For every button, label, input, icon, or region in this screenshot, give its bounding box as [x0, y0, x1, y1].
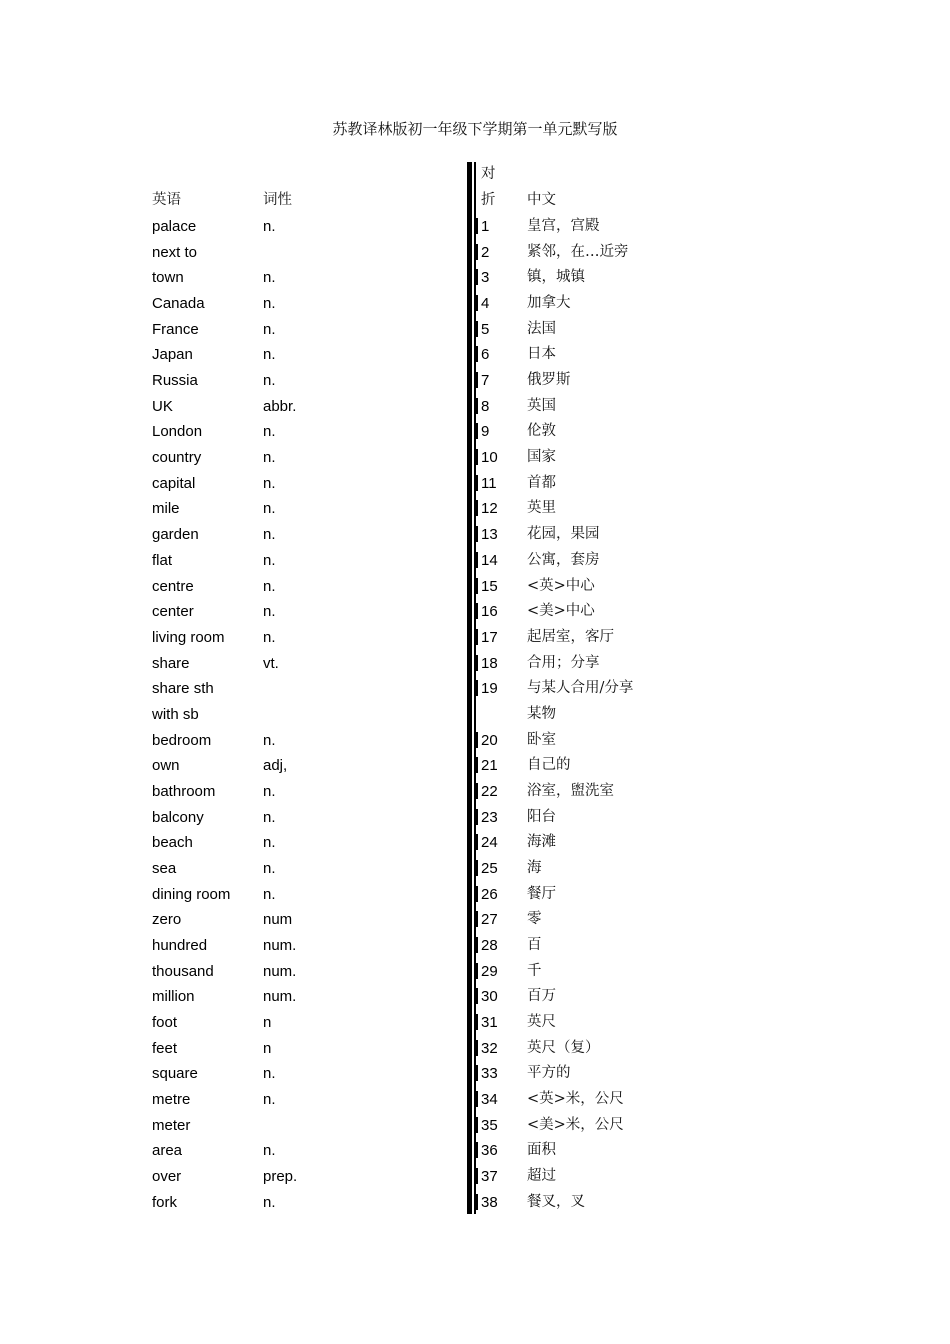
- chinese-meaning: 零: [527, 911, 542, 927]
- row-number: 12: [481, 500, 498, 517]
- vocab-row: [0, 214, 950, 239]
- vocab-row: [0, 933, 950, 958]
- english-word: metre: [152, 1091, 191, 1108]
- english-word: square: [152, 1065, 198, 1082]
- vocab-row: [0, 1061, 950, 1086]
- chinese-meaning: 超过: [527, 1168, 556, 1184]
- row-number: 17: [481, 629, 498, 646]
- part-of-speech: n.: [263, 732, 276, 749]
- fold-tick: [476, 732, 478, 748]
- header-row-1: [0, 162, 950, 187]
- chinese-meaning: 加拿大: [527, 295, 571, 311]
- fold-tick: [476, 346, 478, 362]
- english-word: sea: [152, 860, 177, 877]
- vocab-row: [0, 1113, 950, 1138]
- row-number: 33: [481, 1065, 498, 1082]
- english-word: dining room: [152, 886, 231, 903]
- part-of-speech: num.: [263, 963, 297, 980]
- part-of-speech: n.: [263, 218, 276, 235]
- row-number: 10: [481, 449, 498, 466]
- fold-tick: [476, 809, 478, 825]
- chinese-meaning: <英>中心: [527, 578, 595, 594]
- vocab-row: [0, 265, 950, 290]
- fold-tick: [476, 372, 478, 388]
- row-number: 36: [481, 1142, 498, 1159]
- fold-tick: [476, 244, 478, 260]
- english-word: share sth: [152, 680, 214, 697]
- vocab-row: [0, 419, 950, 444]
- row-number: 23: [481, 809, 498, 826]
- row-number: 7: [481, 372, 490, 389]
- chinese-column-header: 中文: [527, 192, 556, 208]
- fold-label-top: 对: [481, 166, 496, 182]
- row-number: 25: [481, 860, 498, 877]
- english-word: UK: [152, 398, 173, 415]
- chinese-meaning: <美>米，公尺: [527, 1117, 624, 1133]
- fold-tick: [476, 655, 478, 671]
- part-of-speech: num.: [263, 988, 297, 1005]
- vocab-row: [0, 984, 950, 1009]
- fold-tick: [476, 423, 478, 439]
- fold-tick: [476, 552, 478, 568]
- vocab-row: [0, 342, 950, 367]
- english-word: balcony: [152, 809, 204, 826]
- vocab-row: [0, 728, 950, 753]
- row-number: 21: [481, 757, 498, 774]
- english-word: next to: [152, 244, 198, 261]
- part-of-speech: n.: [263, 578, 276, 595]
- chinese-meaning: 海滩: [527, 834, 556, 850]
- row-number: 26: [481, 886, 498, 903]
- row-number: 11: [481, 475, 497, 492]
- row-number: 22: [481, 783, 498, 800]
- vocab-row: [0, 291, 950, 316]
- english-word: town: [152, 269, 184, 286]
- english-word: thousand: [152, 963, 214, 980]
- vocab-row: [0, 445, 950, 470]
- english-word: centre: [152, 578, 194, 595]
- english-word: feet: [152, 1040, 178, 1057]
- fold-tick: [476, 269, 478, 285]
- fold-tick: [476, 937, 478, 953]
- english-word: million: [152, 988, 195, 1005]
- english-word: bedroom: [152, 732, 212, 749]
- fold-tick: [476, 963, 478, 979]
- vocab-row: [0, 1190, 950, 1215]
- fold-tick: [476, 475, 478, 491]
- fold-tick: [476, 1117, 478, 1133]
- row-number: 35: [481, 1117, 498, 1134]
- vocab-row: [0, 548, 950, 573]
- chinese-meaning: 花园，果园: [527, 526, 600, 542]
- chinese-meaning: 英国: [527, 398, 556, 414]
- row-number: 37: [481, 1168, 498, 1185]
- fold-tick: [476, 1065, 478, 1081]
- fold-tick: [476, 680, 478, 696]
- vocab-row: [0, 1138, 950, 1163]
- fold-label-bottom: 折: [481, 192, 496, 208]
- row-number: 16: [481, 603, 498, 620]
- english-word: Russia: [152, 372, 198, 389]
- fold-tick: [476, 1142, 478, 1158]
- vocab-row: [0, 779, 950, 804]
- row-number: 18: [481, 655, 498, 672]
- part-of-speech: abbr.: [263, 398, 297, 415]
- english-word: share: [152, 655, 190, 672]
- fold-tick: [476, 578, 478, 594]
- fold-tick: [476, 1168, 478, 1184]
- fold-tick: [476, 860, 478, 876]
- vocab-row: [0, 522, 950, 547]
- row-number: 24: [481, 834, 498, 851]
- row-number: 9: [481, 423, 490, 440]
- chinese-meaning: <英>米，公尺: [527, 1091, 624, 1107]
- english-word: garden: [152, 526, 199, 543]
- part-of-speech: n.: [263, 1065, 276, 1082]
- vocab-row: [0, 856, 950, 881]
- chinese-meaning: 餐叉，叉: [527, 1194, 585, 1210]
- chinese-meaning: 起居室，客厅: [527, 629, 614, 645]
- vocab-row: [0, 651, 950, 676]
- vocab-row: [0, 1087, 950, 1112]
- row-number: 13: [481, 526, 498, 543]
- english-word: foot: [152, 1014, 178, 1031]
- vocab-row: [0, 368, 950, 393]
- vocab-row: [0, 805, 950, 830]
- vocab-row: [0, 1036, 950, 1061]
- row-number: 19: [481, 680, 498, 697]
- english-word: hundred: [152, 937, 208, 954]
- chinese-meaning: 公寓，套房: [527, 552, 600, 568]
- row-number: 30: [481, 988, 498, 1005]
- fold-tick: [476, 1014, 478, 1030]
- english-word: area: [152, 1142, 183, 1159]
- vocab-row: [0, 574, 950, 599]
- fold-tick: [476, 629, 478, 645]
- row-number: 8: [481, 398, 490, 415]
- english-word: zero: [152, 911, 182, 928]
- chinese-meaning: 英尺: [527, 1014, 556, 1030]
- chinese-meaning: 日本: [527, 346, 556, 362]
- fold-tick: [476, 218, 478, 234]
- english-word: beach: [152, 834, 193, 851]
- fold-tick: [476, 321, 478, 337]
- fold-tick: [476, 834, 478, 850]
- chinese-meaning: 俄罗斯: [527, 372, 571, 388]
- vocab-row: [0, 394, 950, 419]
- english-word: France: [152, 321, 199, 338]
- english-word: over: [152, 1168, 182, 1185]
- part-of-speech: n.: [263, 809, 276, 826]
- chinese-meaning: 百万: [527, 988, 556, 1004]
- chinese-meaning: 镇，城镇: [527, 269, 585, 285]
- header-row-2: [0, 188, 950, 213]
- chinese-meaning: 与某人合用/分享: [527, 680, 634, 696]
- chinese-meaning: 合用；分享: [527, 655, 600, 671]
- part-of-speech: n.: [263, 372, 276, 389]
- chinese-meaning: 法国: [527, 321, 556, 337]
- part-of-speech: n.: [263, 423, 276, 440]
- row-number: 29: [481, 963, 498, 980]
- vocab-row: [0, 625, 950, 650]
- pos-column-header: 词性: [263, 192, 292, 208]
- english-word: palace: [152, 218, 197, 235]
- chinese-meaning: <美>中心: [527, 603, 595, 619]
- part-of-speech: n.: [263, 295, 276, 312]
- chinese-meaning: 英尺（复）: [527, 1040, 600, 1056]
- vocab-row: [0, 599, 950, 624]
- fold-tick: [476, 757, 478, 773]
- chinese-meaning: 英里: [527, 500, 556, 516]
- english-word: London: [152, 423, 203, 440]
- part-of-speech: n.: [263, 449, 276, 466]
- vocab-row: [0, 702, 950, 727]
- vocab-row: [0, 753, 950, 778]
- part-of-speech: adj,: [263, 757, 288, 774]
- row-number: 15: [481, 578, 498, 595]
- chinese-meaning: 某物: [527, 706, 556, 722]
- chinese-meaning: 卧室: [527, 732, 556, 748]
- part-of-speech: n.: [263, 321, 276, 338]
- part-of-speech: n.: [263, 860, 276, 877]
- chinese-meaning: 浴室，盥洗室: [527, 783, 614, 799]
- part-of-speech: num.: [263, 937, 297, 954]
- vocab-row: [0, 1010, 950, 1035]
- vocab-row: [0, 1164, 950, 1189]
- chinese-meaning: 伦敦: [527, 423, 556, 439]
- row-number: 14: [481, 552, 498, 569]
- vocab-row: [0, 676, 950, 701]
- part-of-speech: n: [263, 1014, 272, 1031]
- fold-tick: [476, 988, 478, 1004]
- part-of-speech: n.: [263, 834, 276, 851]
- part-of-speech: n.: [263, 475, 276, 492]
- fold-tick: [476, 526, 478, 542]
- english-word: living room: [152, 629, 225, 646]
- english-word: bathroom: [152, 783, 216, 800]
- part-of-speech: n.: [263, 500, 276, 517]
- page-title: 苏教译林版初一年级下学期第一单元默写版: [332, 120, 618, 138]
- fold-tick: [476, 603, 478, 619]
- row-number: 6: [481, 346, 490, 363]
- english-column-header: 英语: [152, 192, 181, 208]
- chinese-meaning: 千: [527, 963, 542, 979]
- part-of-speech: n: [263, 1040, 272, 1057]
- part-of-speech: n.: [263, 1142, 276, 1159]
- fold-tick: [476, 1194, 478, 1210]
- chinese-meaning: 平方的: [527, 1065, 571, 1081]
- fold-tick: [476, 398, 478, 414]
- part-of-speech: n.: [263, 552, 276, 569]
- english-word: fork: [152, 1194, 178, 1211]
- row-number: 32: [481, 1040, 498, 1057]
- fold-tick: [476, 886, 478, 902]
- english-word: mile: [152, 500, 180, 517]
- part-of-speech: num: [263, 911, 293, 928]
- part-of-speech: n.: [263, 886, 276, 903]
- chinese-meaning: 自己的: [527, 757, 571, 773]
- vocab-row: [0, 317, 950, 342]
- vocab-row: [0, 240, 950, 265]
- chinese-meaning: 皇宫，宫殿: [527, 218, 600, 234]
- row-number: 5: [481, 321, 490, 338]
- chinese-meaning: 百: [527, 937, 542, 953]
- vocab-row: [0, 907, 950, 932]
- part-of-speech: prep.: [263, 1168, 298, 1185]
- fold-tick: [476, 500, 478, 516]
- chinese-meaning: 紧邻，在…近旁: [527, 244, 629, 260]
- vocab-row: [0, 830, 950, 855]
- english-word: meter: [152, 1117, 191, 1134]
- vocab-row: [0, 471, 950, 496]
- english-word: capital: [152, 475, 196, 492]
- english-word: flat: [152, 552, 173, 569]
- row-number: 2: [481, 244, 490, 261]
- row-number: 1: [481, 218, 490, 235]
- part-of-speech: n.: [263, 346, 276, 363]
- vocab-row: [0, 496, 950, 521]
- fold-tick: [476, 449, 478, 465]
- part-of-speech: n.: [263, 1194, 276, 1211]
- part-of-speech: n.: [263, 526, 276, 543]
- fold-tick: [476, 1040, 478, 1056]
- chinese-meaning: 国家: [527, 449, 556, 465]
- row-number: 20: [481, 732, 498, 749]
- english-word: Japan: [152, 346, 193, 363]
- fold-tick: [476, 295, 478, 311]
- row-number: 34: [481, 1091, 498, 1108]
- english-word: country: [152, 449, 202, 466]
- chinese-meaning: 面积: [527, 1142, 556, 1158]
- row-number: 31: [481, 1014, 498, 1031]
- row-number: 28: [481, 937, 498, 954]
- part-of-speech: n.: [263, 629, 276, 646]
- part-of-speech: n.: [263, 269, 276, 286]
- fold-tick: [476, 911, 478, 927]
- english-word: center: [152, 603, 194, 620]
- part-of-speech: n.: [263, 783, 276, 800]
- row-number: 4: [481, 295, 490, 312]
- chinese-meaning: 海: [527, 860, 542, 876]
- row-number: 38: [481, 1194, 498, 1211]
- chinese-meaning: 阳台: [527, 809, 556, 825]
- english-word: with sb: [152, 706, 199, 723]
- fold-tick: [476, 1091, 478, 1107]
- row-number: 3: [481, 269, 490, 286]
- fold-tick: [476, 783, 478, 799]
- chinese-meaning: 餐厅: [527, 886, 556, 902]
- part-of-speech: n.: [263, 1091, 276, 1108]
- row-number: 27: [481, 911, 498, 928]
- english-word: own: [152, 757, 180, 774]
- vocab-row: [0, 882, 950, 907]
- part-of-speech: n.: [263, 603, 276, 620]
- chinese-meaning: 首都: [527, 475, 556, 491]
- part-of-speech: vt.: [263, 655, 279, 672]
- english-word: Canada: [152, 295, 205, 312]
- vocab-row: [0, 959, 950, 984]
